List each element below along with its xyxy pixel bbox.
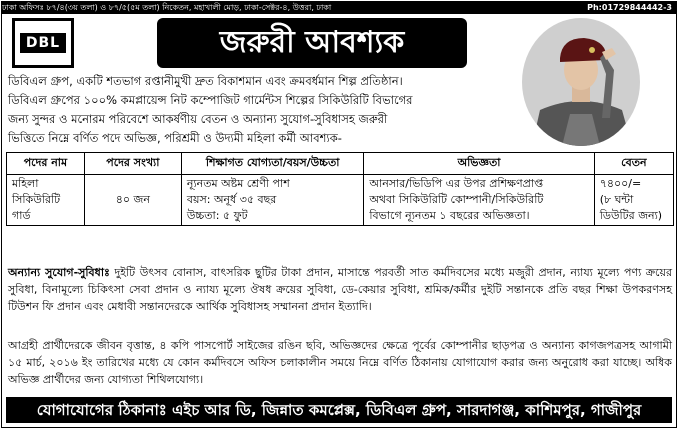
top-address-text: ঢাকা অফিসঃ ৮৭/৪(৩য় তলা) ও ৮৭/৫(৫ম তলা) নিকেতন, মহাখালী মোড়, ঢাকা-সেক্টর-৪, উত্তরা, ঢাকা [2, 3, 332, 12]
dbl-logo [12, 18, 74, 68]
security-guard-photo [522, 18, 640, 146]
benefits-text: দুইটি উৎসব বোনাস, বাৎসরিক ছুটির টাকা প্রদান, মাসান্তে পরবর্তী সাত কর্মদিবসের মধ্যে মজুরী প্রদান, ন্যায্য মূল্যে পণ্য ক্রয়ের সুবিধা, বিনামূল্যে চিকিৎসা সেবা প্রদান ও ন্যায্য মূল্যে ঔষধ ক্রয়ের সুবিধা, ডে-কেয়ার সুবিধা, শ্রমিক/কর্মীর দুইটি সন্তানকে প্রতি বছর শিক্ষা উপকরণসহ টিউশন ফি প্রদান এবং মেধাবী সন্তানদেরকে আর্থিক সুবিধাসহ সম্মাননা প্রদান ইত্যাদি। [8, 266, 672, 313]
table-row [7, 175, 674, 226]
salary-line: (৮ ঘন্টা [599, 193, 634, 206]
contact-address-text: যোগাযোগের ঠিকানাঃ এইচ আর ডি, জিন্নাত কমপ্লেক্স, ডিবিএল গ্রুপ, সারদাগঞ্জ, কাশিমপুর, গাজীপুর [36, 401, 642, 419]
application-text: আগ্রহী প্রার্থীদেরকে জীবন বৃত্তান্ত, ৪ কপি পাসপোর্ট সাইজের রঙিন ছবি, অভিজ্ঞদের ক্ষেত্রে পূর্বের কোম্পানীর ছাড়পত্র ও অন্যান্য কাগজপত্রসহ আগামী ১৫ মার্চ, ২০১৬ ইং তারিখের মধ্যে যে কোন কর্মদিবসে অফিস চলাকালীন সময়ে নিম্নে বর্ণিত ঠিকানায় যোগাযোগ করার জন্য অনুরোধ করা যাচ্ছে। অধিক অভিজ্ঞ প্রার্থীদের জন্য যোগ্যতা শিথিলযোগ্য। [8, 339, 672, 386]
qualification-cell [181, 175, 364, 226]
vacancy-table [6, 152, 674, 226]
intro-line: ডিবিএল গ্রুপ, একটি শতভাগ রপ্তানীমুখী দ্রুত বিকাশমান এবং ক্রমবর্ধমান শিল্প প্রতিষ্ঠান। [8, 74, 403, 88]
experience-line: আনসার/ভিডিপি এর উপর প্রশিক্ষণপ্রাপ্ত [369, 177, 544, 190]
vacancy-table-header-row [7, 153, 674, 175]
intro-line: জন্য সুন্দর ও মনোরম পরিবেশে আকর্ষণীয় বেতন ও অন্যান্য সুযোগ-সুবিধাসহ জরুরী [8, 112, 388, 126]
headline-banner [157, 18, 467, 68]
header-salary: বেতন [594, 153, 673, 175]
qualification-line: উচ্চতা: ৫ ফুট [186, 209, 248, 222]
experience-line: অথবা সিকিউরিটি কোম্পানী/সিকিউরিটি [369, 193, 544, 206]
top-address-strip [2, 2, 676, 14]
qualification-line: বয়স: অনূর্ধ ৩৫ বছর [186, 193, 277, 206]
salary-line: ডিউটির জন্য) [599, 209, 663, 222]
dbl-logo-text: DBL [20, 33, 66, 53]
post-count-value: ৪০ জন [115, 193, 150, 206]
intro-line: ডিবিএল গ্রুপের ১০০% কমপ্লায়েন্স নিট কম্পোজিট গার্মেন্টস শিল্পের সিকিউরিটি বিভাগের [8, 93, 413, 107]
salary-cell [594, 175, 673, 226]
header-experience: অভিজ্ঞতা [364, 153, 594, 175]
experience-line: বিভাগে ন্যূনতম ১ বছরের অভিজ্ঞতা। [369, 209, 530, 222]
header-qualification: শিক্ষাগত যোগ্যতা/বয়স/উচ্চতা [181, 153, 364, 175]
headline-text: জরুরী আবশ্যক [219, 25, 405, 60]
header-post-count: পদের সংখ্যা [84, 153, 181, 175]
salary-line: ৭৪০০/= [599, 177, 642, 190]
experience-cell [364, 175, 594, 226]
intro-text [8, 72, 498, 148]
post-count-cell [84, 175, 181, 226]
post-name-line: সিকিউরিটি [12, 193, 61, 206]
application-instructions [8, 337, 672, 388]
qualification-line: ন্যূনতম অষ্টম শ্রেণী পাশ [186, 177, 290, 190]
contact-address-footer [6, 397, 672, 423]
intro-line: ভিত্তিতে নিম্নে বর্ণিত পদে অভিজ্ঞ, পরিশ্রমী ও উদ্যমী মহিলা কর্মী আবশ্যক- [8, 131, 342, 145]
benefits-label: অন্যান্য সুযোগ-সুবিধাঃ [8, 266, 110, 279]
saluting-guard-illustration [522, 18, 640, 146]
post-name-cell [7, 175, 85, 226]
benefits-paragraph [8, 264, 672, 315]
top-phone-text: Ph:01729844442-3 [587, 3, 672, 12]
post-name-line: গার্ড [12, 209, 31, 222]
post-name-line: মহিলা [12, 177, 39, 190]
job-advertisement [1, 1, 677, 428]
header-post-name: পদের নাম [7, 153, 85, 175]
